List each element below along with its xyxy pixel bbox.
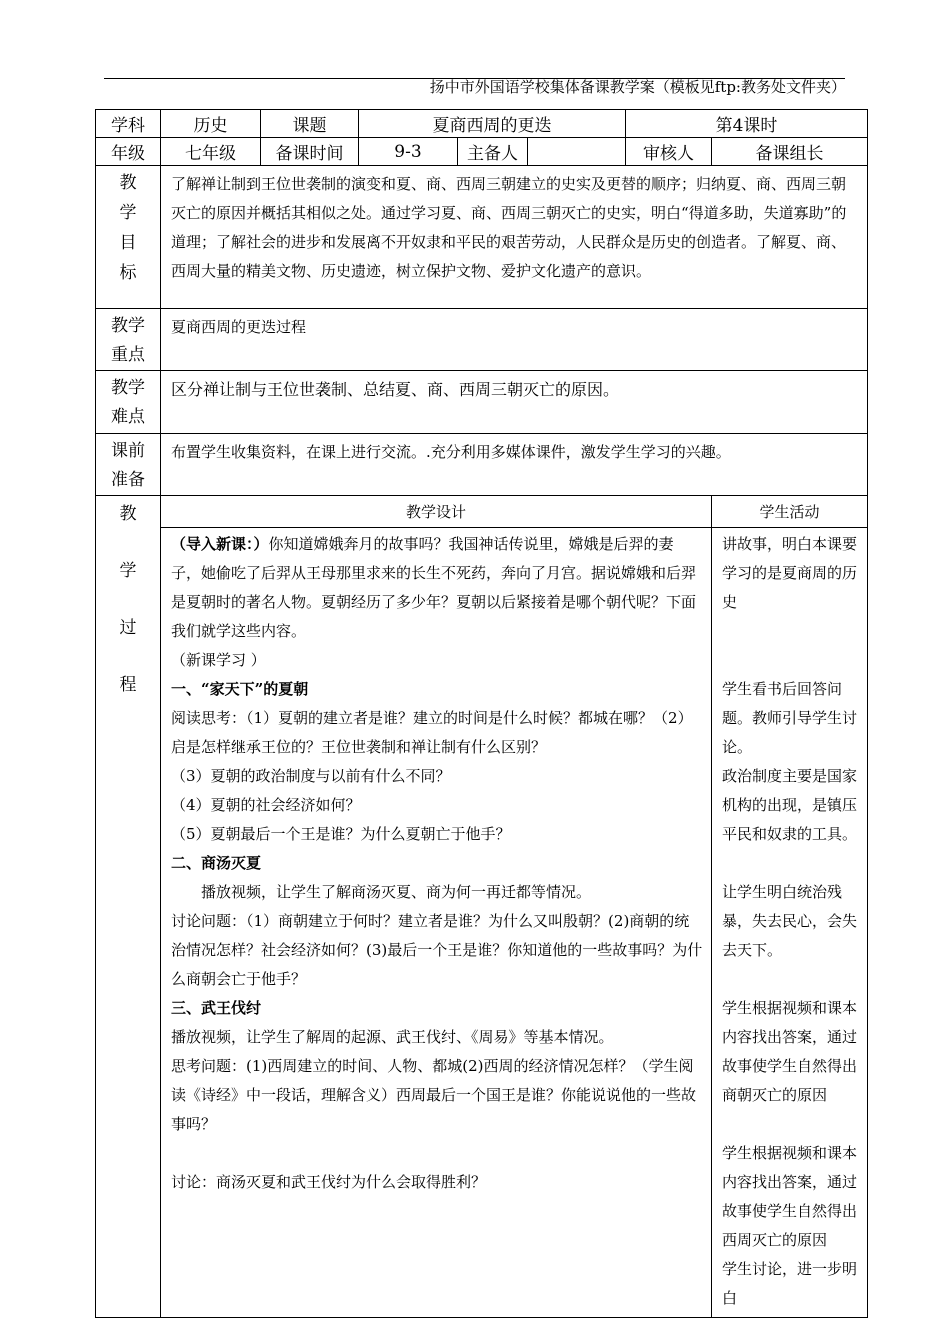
preparation-label: 课前 准备	[96, 434, 161, 496]
section-1-question-1: 阅读思考：（1）夏朝的建立者是谁？建立的时间是什么时候？都城在哪？（2）启是怎样继承王位的？王位世袭制和禅让制有什么区别？	[171, 709, 693, 756]
activity-header: 学生活动	[712, 496, 868, 528]
activity-4: 让学生明白统治残暴，失去民心，会失去天下。	[722, 883, 858, 959]
intro-text: 你知道嫦娥奔月的故事吗？我国神话传说里，嫦娥是后羿的妻子，她偷吃了后羿从王母那里求来的长生不死药，奔向了月宫。据说嫦娥和后羿是夏朝时的著名人物。夏朝经历了多少年？夏朝以后紧接着是哪个朝代呢？下面我们就学这些内容。	[171, 535, 697, 640]
new-lesson-label: （新课学习 ）	[171, 651, 266, 669]
section-2-questions: 讨论问题：（1）商朝建立于何时？建立者是谁？为什么又叫殷朝？(2)商朝的统治情况怎样？社会经济如何？(3)最后一个王是谁？你知道他的一些故事吗？为什么商朝会亡于他手？	[171, 912, 703, 988]
section-2-video: 播放视频，让学生了解商汤灭夏、商为何一再迁都等情况。	[201, 883, 592, 901]
goals-label: 教 学 目 标	[96, 166, 161, 309]
design-header: 教学设计	[161, 496, 712, 528]
section-1-question-4: （4）夏朝的社会经济如何？	[171, 796, 361, 814]
topic-value: 夏商西周的更迭	[359, 110, 626, 138]
activity-6: 学生根据视频和课本内容找出答案，通过故事使学生自然得出西周灭亡的原因	[722, 1144, 858, 1249]
topic-label: 课题	[261, 110, 359, 138]
preparation-row	[96, 434, 868, 496]
period-value: 第4课时	[626, 110, 868, 138]
difficulties-row	[96, 371, 868, 434]
activity-7: 学生讨论，进一步明白	[722, 1260, 858, 1307]
key-points-text: 夏商西周的更迭过程	[161, 309, 868, 371]
blank-line	[171, 1139, 703, 1168]
intro-label: （导入新课：）	[171, 535, 269, 553]
subject-row	[96, 110, 868, 138]
process-header-row	[96, 496, 868, 528]
student-activities	[712, 528, 868, 1318]
reviewer-value: 备课组长	[712, 138, 868, 166]
process-body-row	[96, 528, 868, 1318]
key-points-label: 教学 重点	[96, 309, 161, 371]
discussion-question: 讨论：商汤灭夏和武王伐纣为什么会取得胜利？	[171, 1173, 487, 1191]
prep-time-label: 备课时间	[261, 138, 359, 166]
preparer-label: 主备人	[458, 138, 528, 166]
section-2-title: 二、商汤灭夏	[171, 854, 262, 872]
activity-2: 学生看书后回答问题。教师引导学生讨论。	[722, 680, 858, 756]
goals-row	[96, 166, 868, 309]
section-1-question-3: （3）夏朝的政治制度与以前有什么不同？	[171, 767, 451, 785]
intro-paragraph	[171, 530, 703, 646]
section-1-question-5: （5）夏朝最后一个王是谁？为什么夏朝亡于他手？	[171, 825, 511, 843]
goals-text: 了解禅让制到王位世袭制的演变和夏、商、西周三朝建立的史实及更替的顺序；归纳夏、商、西周三朝灭亡的原因并概括其相似之处。通过学习夏、商、西周三朝灭亡的史实，明白“得道多助，失道寡助”的道理；了解社会的进步和发展离不开奴隶和平民的艰苦劳动，人民群众是历史的创造者。了解夏、商、西周大量的精美文物、历史遗迹，树立保护文物、爱护文化遗产的意识。	[161, 166, 868, 309]
key-points-row	[96, 309, 868, 371]
preparation-text: 布置学生收集资料，在课上进行交流。.充分利用多媒体课件，激发学生学习的兴趣。	[161, 434, 868, 496]
section-3-questions: 思考问题：(1)西周建立的时间、人物、都城(2)西周的经济情况怎样？（学生阅读《诗经》中一段话，理解含义）西周最后一个国王是谁？你能说说他的一些故事吗？	[171, 1057, 697, 1133]
section-3-title: 三、武王伐纣	[171, 999, 262, 1017]
difficulties-label: 教学 难点	[96, 371, 161, 434]
grade-label: 年级	[96, 138, 161, 166]
subject-value: 历史	[161, 110, 261, 138]
activity-5: 学生根据视频和课本内容找出答案，通过故事使学生自然得出商朝灭亡的原因	[722, 999, 858, 1104]
process-label: 教 学 过 程	[96, 496, 161, 1318]
reviewer-label: 审核人	[626, 138, 712, 166]
teaching-design	[161, 528, 712, 1318]
preparer-value	[528, 138, 626, 166]
lesson-plan-table	[95, 109, 868, 1318]
activity-3: 政治制度主要是国家机构的出现，是镇压平民和奴隶的工具。	[722, 767, 858, 843]
difficulties-text: 区分禅让制与王位世袭制、总结夏、商、西周三朝灭亡的原因。	[161, 371, 868, 434]
document-header: 扬中市外国语学校集体备课教学案（模板见ftp:教务处文件夹）	[429, 78, 846, 96]
grade-value: 七年级	[161, 138, 261, 166]
header-rule	[104, 78, 845, 79]
section-3-video: 播放视频，让学生了解周的起源、武王伐纣、《周易》等基本情况。	[171, 1028, 614, 1046]
prep-time-value: 9-3	[359, 138, 458, 166]
section-1-title: 一、“家天下”的夏朝	[171, 680, 309, 698]
activity-1: 讲故事，明白本课要学习的是夏商周的历史	[722, 535, 858, 611]
subject-label: 学科	[96, 110, 161, 138]
grade-row	[96, 138, 868, 166]
